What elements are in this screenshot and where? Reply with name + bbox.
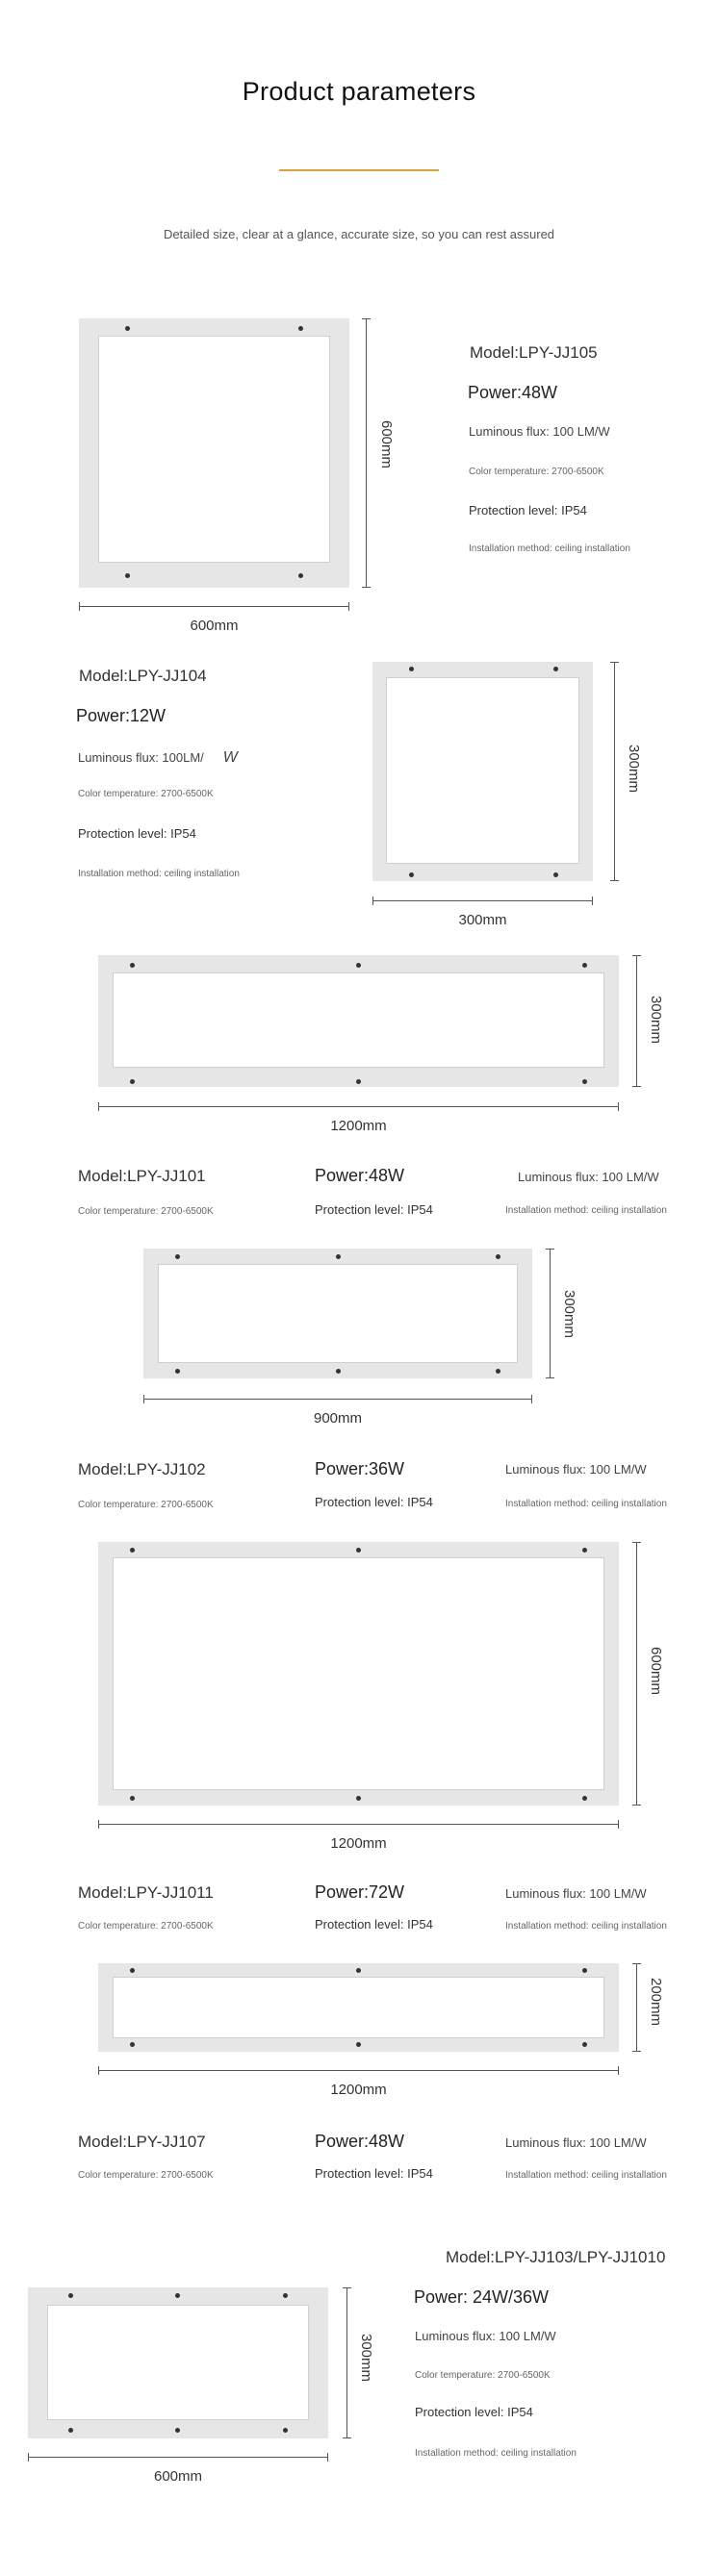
- power-label: Power:48W: [315, 2132, 405, 2151]
- mount-hole: [175, 2428, 180, 2433]
- luminous-flux-label: [78, 749, 238, 767]
- panel-diagram-jj1011: [98, 1542, 619, 1806]
- installation-method-label: Installation method: ceiling installation: [505, 2170, 667, 2181]
- mount-hole: [496, 1254, 500, 1259]
- luminous-flux-label: Luminous flux: 100 LM/W: [505, 1886, 647, 1901]
- mount-hole: [125, 326, 130, 331]
- height-dimension-label: 300mm: [626, 745, 642, 794]
- mount-hole: [582, 1079, 587, 1084]
- color-temperature-label: Color temperature: 2700-6500K: [78, 1206, 214, 1217]
- installation-method-label: Installation method: ceiling installation: [505, 1499, 667, 1509]
- height-dimension-label: 600mm: [648, 1647, 664, 1696]
- installation-method-label: Installation method: ceiling installation: [505, 1205, 667, 1216]
- page-subtitle: Detailed size, clear at a glance, accurate size, so you can rest assured: [163, 227, 555, 241]
- protection-level-label: Protection level: IP54: [315, 1495, 433, 1509]
- mount-hole: [582, 1968, 587, 1973]
- width-dimension-line: [98, 2070, 619, 2071]
- model-label: Model:LPY-JJ102: [78, 1460, 206, 1478]
- mount-hole: [409, 667, 414, 671]
- power-label: Power:72W: [315, 1882, 405, 1902]
- luminous-flux-label: Luminous flux: 100 LM/W: [415, 2329, 556, 2343]
- height-dimension-line: [636, 955, 637, 1087]
- mount-hole: [283, 2293, 288, 2298]
- mount-hole: [130, 1079, 135, 1084]
- panel-diagram-jj104: [372, 662, 593, 881]
- protection-level-label: Protection level: IP54: [469, 503, 587, 518]
- mount-hole: [582, 1796, 587, 1801]
- height-dimension-line: [550, 1249, 551, 1378]
- mount-hole: [130, 1796, 135, 1801]
- model-label: Model:LPY-JJ101: [78, 1167, 206, 1185]
- model-label: Model:LPY-JJ107: [78, 2133, 206, 2151]
- power-label: Power:12W: [76, 706, 167, 725]
- color-temperature-label: Color temperature: 2700-6500K: [469, 467, 604, 477]
- model-label: Model:LPY-JJ105: [470, 343, 598, 362]
- page-title: Product parameters: [242, 77, 476, 106]
- luminous-flux-value: Luminous flux: 100LM/: [78, 750, 204, 765]
- power-label: Power:48W: [315, 1166, 405, 1185]
- width-dimension-line: [79, 606, 349, 607]
- width-dimension-line: [98, 1106, 619, 1107]
- height-dimension-line: [366, 318, 367, 588]
- panel-diagram-jj102: [143, 1249, 532, 1378]
- width-dimension-label: 1200mm: [330, 2082, 387, 2098]
- height-dimension-line: [636, 1963, 637, 2052]
- mount-hole: [496, 1369, 500, 1374]
- width-dimension-line: [143, 1399, 532, 1400]
- model-label: Model:LPY-JJ103/LPY-JJ1010: [446, 2248, 666, 2266]
- width-dimension-line: [98, 1824, 619, 1825]
- mount-hole: [553, 872, 558, 877]
- protection-level-label: Protection level: IP54: [315, 1202, 433, 1217]
- mount-hole: [356, 1548, 361, 1553]
- width-dimension-label: 600mm: [190, 618, 239, 634]
- mount-hole: [356, 1079, 361, 1084]
- width-dimension-label: 900mm: [313, 1410, 363, 1427]
- mount-hole: [68, 2293, 73, 2298]
- color-temperature-label: Color temperature: 2700-6500K: [78, 789, 214, 799]
- mount-hole: [130, 1548, 135, 1553]
- power-label: Power:36W: [315, 1459, 405, 1478]
- panel-diagram-jj105: [79, 318, 349, 588]
- mount-hole: [130, 2042, 135, 2047]
- width-dimension-label: 600mm: [153, 2468, 203, 2485]
- height-dimension-line: [636, 1542, 637, 1806]
- color-temperature-label: Color temperature: 2700-6500K: [78, 1500, 214, 1510]
- model-label: Model:LPY-JJ1011: [78, 1883, 214, 1902]
- mount-hole: [336, 1254, 341, 1259]
- mount-hole: [298, 573, 303, 578]
- color-temperature-label: Color temperature: 2700-6500K: [78, 1921, 214, 1932]
- width-dimension-label: 1200mm: [330, 1835, 387, 1852]
- luminous-flux-label: Luminous flux: 100 LM/W: [518, 1170, 659, 1184]
- color-temperature-label: Color temperature: 2700-6500K: [415, 2370, 551, 2381]
- installation-method-label: Installation method: ceiling installation: [415, 2448, 577, 2459]
- protection-level-label: Protection level: IP54: [415, 2405, 533, 2419]
- height-dimension-label: 300mm: [358, 2334, 374, 2383]
- height-dimension-label: 300mm: [561, 1290, 577, 1339]
- protection-level-label: Protection level: IP54: [78, 826, 196, 841]
- mount-hole: [582, 1548, 587, 1553]
- height-dimension-label: 200mm: [648, 1978, 664, 2027]
- height-dimension-label: 600mm: [378, 420, 395, 469]
- mount-hole: [336, 1369, 341, 1374]
- mount-hole: [582, 963, 587, 968]
- height-dimension-label: 300mm: [648, 996, 664, 1045]
- luminous-flux-label: Luminous flux: 100 LM/W: [469, 424, 610, 439]
- mount-hole: [356, 1968, 361, 1973]
- mount-hole: [356, 2042, 361, 2047]
- mount-hole: [175, 2293, 180, 2298]
- width-dimension-line: [28, 2457, 328, 2458]
- width-dimension-label: 300mm: [458, 912, 507, 928]
- power-label: Power:48W: [468, 383, 558, 402]
- width-dimension-line: [372, 900, 593, 901]
- mount-hole: [125, 573, 130, 578]
- protection-level-label: Protection level: IP54: [315, 2166, 433, 2181]
- mount-hole: [175, 1369, 180, 1374]
- title-accent-divider: [279, 169, 439, 171]
- height-dimension-line: [346, 2287, 347, 2438]
- luminous-flux-label: Luminous flux: 100 LM/W: [505, 2135, 647, 2150]
- luminous-flux-unit: W: [222, 749, 238, 766]
- protection-level-label: Protection level: IP54: [315, 1917, 433, 1932]
- installation-method-label: Installation method: ceiling installation: [78, 869, 240, 879]
- mount-hole: [68, 2428, 73, 2433]
- power-label: Power: 24W/36W: [414, 2287, 550, 2307]
- model-label: Model:LPY-JJ104: [79, 667, 207, 685]
- installation-method-label: Installation method: ceiling installation: [505, 1921, 667, 1932]
- mount-hole: [175, 1254, 180, 1259]
- color-temperature-label: Color temperature: 2700-6500K: [78, 2170, 214, 2181]
- mount-hole: [356, 963, 361, 968]
- panel-diagram-jj107: [98, 1963, 619, 2052]
- mount-hole: [298, 326, 303, 331]
- installation-method-label: Installation method: ceiling installation: [469, 543, 630, 554]
- panel-diagram-jj103-jj1010: [28, 2287, 328, 2438]
- mount-hole: [283, 2428, 288, 2433]
- mount-hole: [409, 872, 414, 877]
- mount-hole: [130, 963, 135, 968]
- mount-hole: [553, 667, 558, 671]
- panel-diagram-jj101: [98, 955, 619, 1087]
- mount-hole: [582, 2042, 587, 2047]
- width-dimension-label: 1200mm: [330, 1118, 387, 1134]
- height-dimension-line: [614, 662, 615, 881]
- luminous-flux-label: Luminous flux: 100 LM/W: [505, 1462, 647, 1477]
- mount-hole: [356, 1796, 361, 1801]
- mount-hole: [130, 1968, 135, 1973]
